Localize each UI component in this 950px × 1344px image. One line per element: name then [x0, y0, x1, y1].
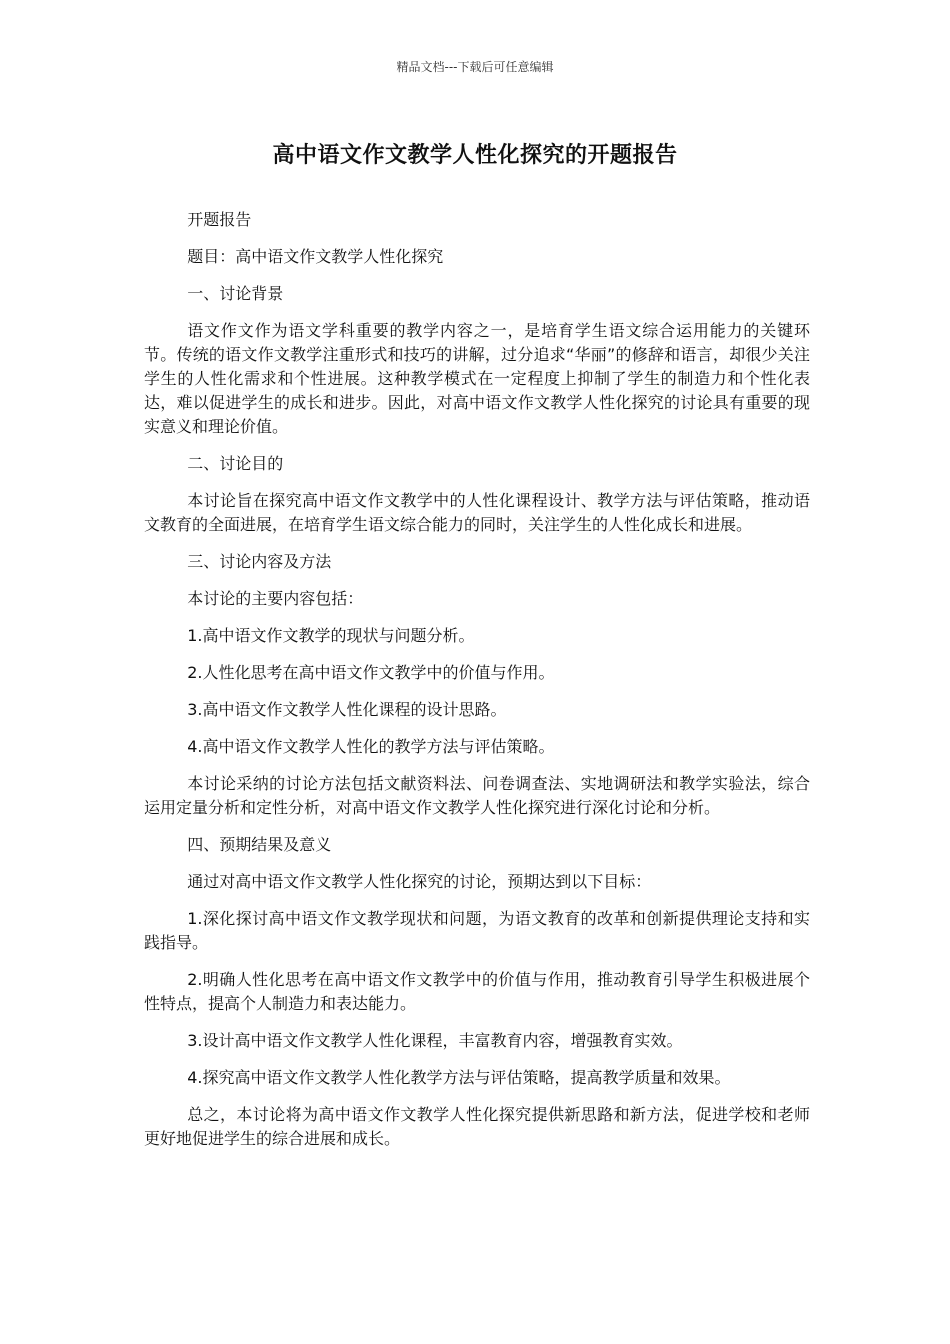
- content-list-item: 3.高中语文作文教学人性化课程的设计思路。: [187, 700, 507, 719]
- results-list-item: 2.明确人性化思考在高中语文作文教学中的价值与作用，推动教育引导学生积极进展个性特点，提高个人制造力和表达能力。: [144, 970, 810, 1013]
- results-intro: 通过对高中语文作文教学人性化探究的讨论，预期达到以下目标：: [187, 872, 652, 891]
- results-list-item: 4.探究高中语文作文教学人性化教学方法与评估策略，提高教学质量和效果。: [187, 1068, 731, 1087]
- content-intro: 本讨论的主要内容包括：: [187, 589, 364, 608]
- section-label-report: 开题报告: [187, 210, 252, 229]
- header-note: 精品文档---下载后可任意编辑: [396, 60, 554, 74]
- results-list-item: 3.设计高中语文作文教学人性化课程，丰富教育内容，增强教育实效。: [187, 1031, 683, 1050]
- section-heading-content-method: 三、讨论内容及方法: [187, 552, 332, 571]
- conclusion-paragraph: 总之，本讨论将为高中语文作文教学人性化探究提供新思路和新方法，促进学校和老师更好地促进学生的综合进展和成长。: [144, 1105, 810, 1148]
- section-heading-expected-results: 四、预期结果及意义: [187, 835, 332, 854]
- document-body: [144, 208, 810, 1164]
- document-title: 高中语文作文教学人性化探究的开题报告: [272, 143, 678, 168]
- section-heading-background: 一、讨论背景: [187, 284, 284, 303]
- results-list-item: 1.深化探讨高中语文作文教学现状和问题，为语文教育的改革和创新提供理论支持和实践指导。: [144, 909, 810, 952]
- background-paragraph: 语文作文作为语文学科重要的教学内容之一，是培育学生语文综合运用能力的关键环节。传统的语文作文教学注重形式和技巧的讲解，过分追求“华丽”的修辞和语言，却很少关注学生的人性化需求和个性进展。这种教学模式在一定程度上抑制了学生的制造力和个性化表达，难以促进学生的成长和进步。因此，对高中语文作文教学人性化探究的讨论具有重要的现实意义和理论价值。: [144, 321, 810, 436]
- purpose-paragraph: 本讨论旨在探究高中语文作文教学中的人性化课程设计、教学方法与评估策略，推动语文教育的全面进展，在培育学生语文综合能力的同时，关注学生的人性化成长和进展。: [144, 491, 810, 534]
- method-paragraph: 本讨论采纳的讨论方法包括文献资料法、问卷调查法、实地调研法和教学实验法，综合运用定量分析和定性分析，对高中语文作文教学人性化探究进行深化讨论和分析。: [144, 774, 810, 817]
- content-list-item: 4.高中语文作文教学人性化的教学方法与评估策略。: [187, 737, 555, 756]
- content-list-item: 1.高中语文作文教学的现状与问题分析。: [187, 626, 475, 645]
- content-list-item: 2.人性化思考在高中语文作文教学中的价值与作用。: [187, 663, 555, 682]
- section-heading-purpose: 二、讨论目的: [187, 454, 284, 473]
- topic-line: 题目：高中语文作文教学人性化探究: [187, 247, 444, 266]
